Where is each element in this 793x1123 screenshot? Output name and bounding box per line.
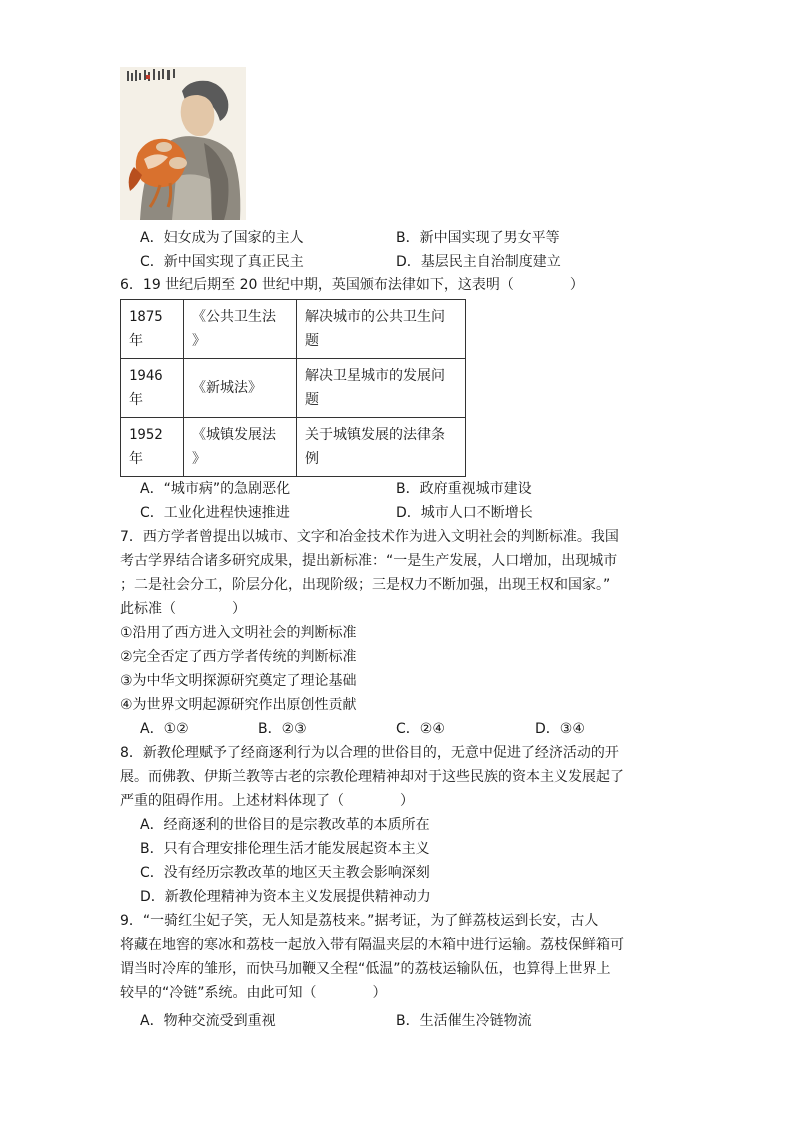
table-row [121,359,466,418]
q9-option-b: B．生活催生冷链物流 [396,1013,532,1029]
q9-stem-line: 将藏在地窖的寒冰和荔枝一起放入带有隔温夹层的木箱中进行运输。荔枝保鲜箱可 [120,937,624,953]
q5-option-d: D．基层民主自治制度建立 [396,254,561,270]
table-cell-law: 《城镇发展法 》 [184,418,297,477]
q8-option-b: B．只有合理安排伦理生活才能发展起资本主义 [140,841,430,857]
q7-option-c: C．②④ [396,721,445,737]
q9-stem-line: 9．“一骑红尘妃子笑，无人知是荔枝来。”据考证，为了鲜荔枝运到长安，古人 [120,913,599,929]
q8-option-c: C．没有经历宗教改革的地区天主教会影响深刻 [140,865,430,881]
table-cell-purpose: 解决城市的公共卫生问 题 [297,300,466,359]
q5-option-c: C．新中国实现了真正民主 [140,254,304,270]
q6-stem: 6．19 世纪后期至 20 世纪中期，英国颁布法律如下，这表明（ ） [120,277,584,293]
q7-stem-line: 考古学界结合诸多研究成果，提出新标准：“一是生产发展，人口增加，出现城市 [120,553,618,569]
q7-statement: ①沿用了西方进入文明社会的判断标准 [120,625,357,641]
q9-stem-line: 谓当时冷库的雏形，而快马加鞭又全程“低温”的荔枝运输队伍，也算得上世界上 [120,961,611,977]
q7-option-b: B．②③ [258,721,307,737]
q6-option-a: A．“城市病”的急剧恶化 [140,481,291,497]
q7-statement: ④为世界文明起源研究作出原创性贡献 [120,697,357,713]
q8-stem-line: 严重的阻碍作用。上述材料体现了（ ） [120,793,414,809]
q5-option-a: A．妇女成为了国家的主人 [140,230,304,246]
table-row [121,300,466,359]
table-cell-law: 《公共卫生法 》 [184,300,297,359]
q7-stem-line: 7．西方学者曾提出以城市、文字和冶金技术作为进入文明社会的判断标准。我国 [120,529,619,545]
painting-elderly-woman-with-chicken [120,67,246,220]
q8-option-a: A．经商逐利的世俗目的是宗教改革的本质所在 [140,817,430,833]
q7-stem-line: ；二是社会分工，阶层分化，出现阶级；三是权力不断加强，出现王权和国家。” [120,577,611,593]
q6-option-c: C．工业化进程快速推进 [140,505,290,521]
q6-option-d: D．城市人口不断增长 [396,505,533,521]
q7-stem-line: 此标准（ ） [120,601,246,617]
q7-option-a: A．①② [140,721,189,737]
table-cell-law: 《新城法》 [184,359,297,418]
q8-stem-line: 展。而佛教、伊斯兰教等古老的宗教伦理精神却对于这些民族的资本主义发展起了 [120,769,624,785]
q9-stem-line: 较早的“冷链”系统。由此可知（ ） [120,985,387,1001]
q6-option-b: B．政府重视城市建设 [396,481,532,497]
table-cell-year: 1875 年 [121,300,184,359]
q7-statement: ③为中华文明探源研究奠定了理论基础 [120,673,357,689]
table-cell-year: 1952 年 [121,418,184,477]
laws-table [120,299,466,477]
seal-stamp [146,75,150,79]
table-cell-purpose: 关于城镇发展的法律条 例 [297,418,466,477]
q5-option-b: B．新中国实现了男女平等 [396,230,560,246]
q8-option-d: D．新教伦理精神为资本主义发展提供精神动力 [140,889,431,905]
table-row [121,418,466,477]
q7-option-d: D．③④ [535,721,585,737]
q8-stem-line: 8．新教伦理赋予了经商逐利行为以合理的世俗目的，无意中促进了经济活动的开 [120,745,619,761]
table-cell-purpose: 解决卫星城市的发展问 题 [297,359,466,418]
q7-statement: ②完全否定了西方学者传统的判断标准 [120,649,357,665]
table-cell-year: 1946 年 [121,359,184,418]
q9-option-a: A．物种交流受到重视 [140,1013,276,1029]
painting-svg [120,67,246,220]
